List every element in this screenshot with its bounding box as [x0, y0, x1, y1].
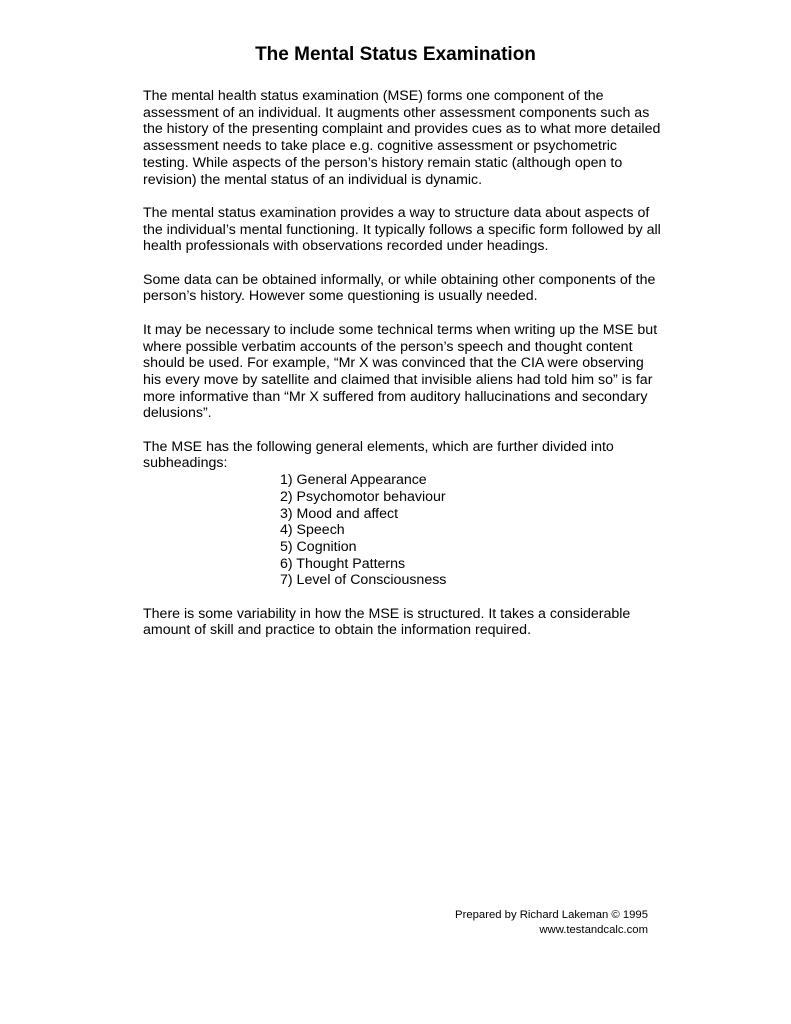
paragraph-technical-terms: It may be necessary to include some technical terms when writing up the MSE but where possible verbatim accounts of the person’s speech and thought content should be used. For example, “Mr X was convinced that the CIA were observing his every move by satellite and claimed that invisible aliens had told him so” is far more informative than “Mr X suffered from auditory hallucinations and secondary delusions”.	[143, 321, 658, 422]
paragraph-structure: The mental status examination provides a way to structure data about aspects of the individual’s mental functioning. It typically follows a specific form followed by all health professionals with observations recorded under headings.	[143, 204, 661, 255]
paragraph-closing: There is some variability in how the MSE is structured. It takes a considerable amount of skill and practice to obtain the information required.	[143, 605, 631, 639]
list-item: 1) General Appearance	[280, 472, 427, 489]
list-item: 4) Speech	[280, 522, 345, 539]
footer-website: www.testandcalc.com	[539, 924, 648, 936]
list-item: 5) Cognition	[280, 538, 357, 555]
document-body	[143, 88, 663, 656]
list-item: 6) Thought Patterns	[280, 555, 406, 572]
footer-author: Prepared by Richard Lakeman © 1995	[455, 909, 648, 921]
page-footer	[455, 908, 648, 938]
list-item: 3) Mood and affect	[280, 505, 399, 522]
page-title: The Mental Status Examination	[255, 44, 536, 65]
list-item: 7) Level of Consciousness	[280, 572, 447, 589]
mse-elements-list	[143, 472, 663, 589]
paragraph-intro: The mental health status examination (MSE) forms one component of the assessment of an individual. It augments other assessment components such as the history of the presenting complaint and provides cues as to what more detailed assessment needs to take place e.g. cognitive assessment or psychometric testing. While aspects of the person’s history remain static (although open to revision) the mental status of an individual is dynamic.	[143, 88, 661, 188]
paragraph-informal-data: Some data can be obtained informally, or while obtaining other components of the person’s history. However some questioning is usually needed.	[143, 271, 656, 305]
paragraph-elements-intro: The MSE has the following general elements, which are further divided into subheadings:	[143, 438, 614, 472]
list-item: 2) Psychomotor behaviour	[280, 488, 446, 505]
